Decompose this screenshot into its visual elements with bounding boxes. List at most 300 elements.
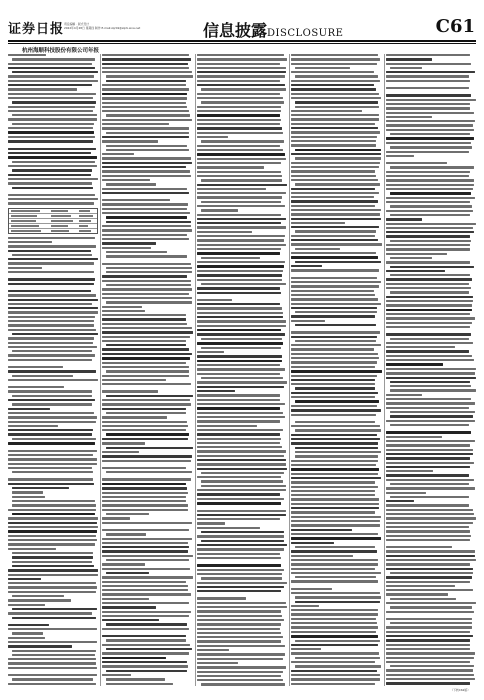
- text-line: [8, 599, 71, 601]
- text-line: [197, 498, 284, 500]
- text-line: [291, 580, 378, 582]
- text-line: [8, 294, 96, 296]
- text-line: [8, 578, 41, 580]
- text-line: [102, 323, 187, 325]
- text-line: [295, 596, 381, 598]
- text-line: [390, 338, 469, 340]
- text-line: [102, 403, 190, 405]
- text-line: [197, 360, 282, 363]
- text-line: [197, 351, 224, 353]
- text-line: [102, 615, 189, 617]
- text-line: [197, 632, 281, 634]
- text-line: [106, 75, 192, 77]
- text-line: [102, 234, 186, 236]
- text-line: [106, 513, 149, 515]
- text-line: [8, 88, 77, 90]
- text-line: [12, 617, 96, 619]
- text-line: [291, 366, 375, 368]
- text-line: [386, 618, 472, 620]
- text-line: [197, 381, 287, 383]
- text-line: [102, 192, 189, 194]
- text-line: [291, 331, 380, 333]
- text-line: [291, 481, 375, 483]
- table-cell: [51, 220, 73, 222]
- text-line: [386, 449, 473, 451]
- text-line: [106, 80, 185, 82]
- text-line: [8, 250, 91, 252]
- text-line: [8, 245, 96, 247]
- text-line: [390, 385, 472, 387]
- text-line: [390, 483, 469, 485]
- table-cell: [51, 225, 68, 227]
- text-line: [291, 511, 375, 513]
- text-line: [102, 175, 191, 177]
- text-line: [8, 543, 95, 545]
- text-line: [295, 149, 381, 152]
- text-line: [8, 662, 96, 664]
- text-line: [291, 140, 375, 142]
- text-line: [197, 244, 287, 246]
- text-line: [197, 476, 281, 478]
- text-line: [291, 490, 375, 492]
- text-line: [8, 535, 96, 537]
- text-line: [197, 325, 286, 327]
- text-line: [291, 609, 378, 611]
- text-line: [8, 586, 97, 588]
- text-line: [102, 336, 189, 338]
- masthead-meta-line2: 2022年4月28日 星期四 制作 E-mail:zqrb9@zqrb.sina.net: [64, 26, 141, 30]
- text-line: [291, 315, 375, 317]
- text-line: [8, 262, 94, 264]
- table-cell: [11, 225, 39, 227]
- text-line: [197, 606, 287, 608]
- masthead-meta-line1: 责任编辑 · 版式设计: [64, 22, 90, 26]
- text-line: [291, 559, 378, 561]
- text-line: [102, 353, 192, 355]
- text-line: [106, 623, 187, 625]
- text-line: [106, 344, 186, 346]
- text-line: [197, 333, 286, 335]
- text-line: [102, 529, 189, 531]
- text-line: [8, 342, 93, 344]
- text-line: [102, 460, 190, 462]
- text-line: [386, 462, 474, 464]
- text-line: [102, 179, 150, 181]
- text-line: [386, 223, 476, 225]
- text-line: [12, 650, 96, 652]
- table-cell: [51, 210, 68, 212]
- text-line: [102, 416, 167, 418]
- text-line: [102, 340, 186, 342]
- text-line: [8, 299, 98, 301]
- text-line: [295, 183, 380, 185]
- text-line: [386, 210, 473, 212]
- text-line: [295, 546, 375, 548]
- text-line: [197, 386, 285, 388]
- text-line: [197, 287, 281, 289]
- text-line: [201, 485, 286, 487]
- text-line: [291, 175, 375, 177]
- text-line: [291, 179, 378, 181]
- text-line: [197, 450, 287, 452]
- text-line: [197, 602, 286, 604]
- text-line: [295, 451, 381, 453]
- text-line: [386, 322, 473, 324]
- text-line: [386, 368, 476, 370]
- text-line: [106, 132, 189, 134]
- text-line: [12, 561, 92, 563]
- text-line: [102, 483, 185, 486]
- table-cell: [79, 215, 93, 217]
- text-line: [295, 447, 378, 449]
- text-line: [102, 390, 158, 392]
- text-line: [386, 184, 475, 186]
- text-line: [291, 213, 380, 215]
- text-line: [291, 218, 381, 220]
- text-line: [291, 348, 374, 350]
- text-line: [386, 283, 470, 285]
- text-line: [8, 106, 95, 108]
- text-line: [295, 324, 376, 326]
- text-line: [197, 675, 281, 677]
- text-line: [12, 556, 93, 558]
- text-line: [8, 604, 45, 606]
- text-line: [386, 253, 447, 255]
- text-line: [386, 394, 422, 396]
- text-line: [386, 201, 471, 203]
- text-line: [386, 431, 472, 434]
- text-line: [197, 248, 282, 250]
- text-line: [291, 277, 377, 279]
- text-line: [386, 669, 474, 671]
- text-line: [8, 641, 97, 643]
- text-line: [106, 216, 187, 219]
- text-line: [390, 192, 471, 195]
- text-line: [8, 140, 93, 142]
- text-line: [291, 550, 377, 552]
- text-line: [197, 71, 286, 73]
- text-line: [201, 683, 285, 685]
- text-line: [12, 654, 95, 656]
- text-line: [102, 375, 188, 377]
- text-line: [291, 243, 381, 245]
- text-line: [197, 316, 283, 318]
- text-column: [102, 54, 192, 686]
- text-line: [12, 632, 43, 634]
- column-separator: [289, 54, 290, 686]
- text-line: [8, 278, 95, 280]
- text-line: [12, 552, 93, 554]
- text-line: [197, 463, 286, 465]
- text-line: [8, 202, 94, 204]
- text-line: [291, 494, 375, 496]
- text-line: [291, 256, 377, 259]
- text-line: [197, 226, 287, 228]
- text-line: [102, 331, 192, 333]
- text-line: [201, 179, 282, 181]
- text-line: [201, 347, 282, 349]
- text-line: [106, 183, 155, 185]
- text-line: [386, 470, 433, 472]
- text-line: [291, 674, 380, 676]
- text-line: [102, 84, 186, 86]
- text-line: [102, 619, 158, 621]
- text-column: [8, 54, 98, 686]
- text-line: [8, 624, 49, 626]
- text-line: [106, 639, 186, 641]
- text-line: [102, 399, 189, 401]
- text-line: [8, 320, 94, 322]
- text-line: [197, 110, 281, 112]
- text-line: [386, 63, 472, 65]
- text-line: [197, 307, 282, 309]
- newspaper-logo: 证券日报: [8, 22, 65, 37]
- text-line: [197, 544, 287, 546]
- text-line: [8, 54, 46, 56]
- text-line: [106, 433, 189, 436]
- text-line: [197, 390, 236, 392]
- text-line: [197, 597, 247, 599]
- text-line: [8, 569, 98, 571]
- text-line: [106, 412, 186, 414]
- text-line: [386, 504, 469, 506]
- text-line: [386, 87, 469, 89]
- text-line: [197, 239, 284, 241]
- text-line: [102, 408, 186, 410]
- text-line: [201, 577, 282, 579]
- text-line: [102, 229, 192, 231]
- text-line: [291, 118, 378, 120]
- text-line: [386, 248, 471, 250]
- text-line: [102, 136, 189, 138]
- text-line: [197, 342, 283, 345]
- text-line: [8, 637, 45, 639]
- text-line: [8, 408, 50, 410]
- text-line: [102, 88, 189, 90]
- text-line: [386, 530, 471, 532]
- text-line: [102, 455, 192, 457]
- text-line: [102, 500, 185, 502]
- text-line: [8, 526, 98, 528]
- text-line: [197, 279, 282, 281]
- text-line: [8, 390, 92, 392]
- text-line: [102, 93, 187, 96]
- text-line: [201, 88, 286, 90]
- text-line: [291, 162, 380, 164]
- text-line: [197, 127, 283, 129]
- text-line: [102, 550, 188, 552]
- text-line: [295, 106, 378, 108]
- text-line: [291, 344, 381, 346]
- text-line: [197, 235, 285, 237]
- text-line: [197, 433, 281, 435]
- text-line: [201, 201, 282, 203]
- text-line: [291, 622, 376, 624]
- text-line: [386, 162, 447, 164]
- text-line: [386, 333, 472, 335]
- text-line: [197, 518, 280, 520]
- text-line: [295, 387, 375, 389]
- text-line: [291, 320, 325, 322]
- text-line: [106, 267, 192, 269]
- text-line: [291, 226, 379, 228]
- text-line: [197, 628, 280, 630]
- text-line: [291, 303, 381, 305]
- text-line: [386, 522, 474, 524]
- text-line: [386, 407, 470, 409]
- text-line: [8, 311, 98, 313]
- table-cell: [51, 215, 71, 217]
- text-line: [291, 498, 379, 500]
- text-line: [102, 310, 144, 312]
- text-line: [291, 409, 381, 411]
- text-line: [291, 88, 376, 90]
- text-line: [102, 442, 145, 444]
- text-line: [295, 248, 340, 250]
- text-line: [291, 265, 322, 267]
- text-line: [197, 527, 260, 529]
- text-line: [291, 670, 376, 672]
- text-line: [291, 290, 374, 292]
- masthead-rule-thin: [8, 43, 476, 44]
- text-line: [291, 294, 375, 296]
- text-line: [295, 230, 375, 232]
- text-line: [295, 101, 378, 103]
- text-line: [8, 582, 96, 584]
- text-line: [8, 416, 97, 418]
- text-line: [106, 572, 148, 574]
- text-column: [197, 54, 287, 686]
- text-line: [291, 370, 381, 373]
- text-line: [295, 340, 376, 342]
- text-line: [386, 116, 432, 118]
- text-line: [291, 425, 380, 427]
- text-line: [197, 299, 233, 301]
- text-line: [291, 123, 375, 125]
- text-line: [8, 366, 63, 368]
- text-line: [386, 296, 474, 298]
- text-line: [102, 203, 188, 205]
- text-line: [102, 170, 189, 172]
- text-line: [386, 363, 444, 366]
- text-line: [197, 429, 284, 431]
- text-line: [291, 375, 376, 377]
- text-line: [197, 75, 285, 77]
- text-line: [386, 129, 475, 131]
- text-line: [197, 502, 281, 505]
- text-line: [106, 255, 187, 257]
- text-line: [291, 361, 376, 363]
- text-line: [197, 373, 281, 375]
- text-line: [102, 467, 186, 469]
- text-line: [386, 440, 476, 442]
- text-line: [386, 444, 470, 446]
- text-line: [106, 670, 187, 672]
- text-line: [12, 565, 94, 567]
- text-line: [102, 555, 192, 557]
- text-line: [291, 563, 378, 565]
- text-line: [12, 101, 96, 103]
- text-line: [295, 601, 380, 603]
- text-line: [197, 416, 285, 418]
- text-line: [201, 480, 283, 482]
- text-line: [386, 631, 470, 633]
- text-line: [102, 661, 186, 663]
- text-line: [386, 372, 475, 374]
- text-line: [106, 149, 189, 151]
- text-line: [8, 67, 95, 69]
- text-line: [8, 237, 95, 239]
- article-columns: [8, 54, 476, 694]
- text-line: [8, 354, 95, 356]
- text-line: [197, 63, 281, 65]
- text-line: [291, 144, 376, 146]
- text-line: [291, 524, 380, 526]
- text-line: [386, 500, 415, 502]
- text-line: [102, 54, 188, 56]
- text-line: [12, 438, 96, 440]
- text-line: [12, 595, 64, 597]
- text-line: [197, 368, 285, 370]
- text-line: [8, 118, 97, 120]
- text-line: [8, 683, 96, 685]
- text-line: [390, 424, 469, 426]
- text-line: [386, 492, 426, 494]
- text-line: [102, 379, 165, 381]
- text-line: [197, 557, 281, 559]
- text-line: [390, 496, 469, 498]
- text-line: [197, 270, 283, 272]
- text-line: [291, 54, 378, 56]
- text-line: [390, 146, 473, 148]
- text-line: [390, 291, 470, 293]
- text-line: [197, 442, 281, 444]
- text-line: [197, 312, 284, 314]
- text-line: [8, 359, 92, 361]
- text-line: [197, 132, 284, 134]
- text-line: [102, 199, 169, 201]
- text-line: [102, 348, 189, 350]
- text-line: [291, 84, 374, 86]
- text-line: [386, 112, 475, 114]
- text-line: [197, 394, 280, 396]
- text-line: [106, 221, 191, 223]
- text-line: [102, 563, 145, 565]
- text-line: [8, 421, 96, 423]
- text-line: [291, 555, 353, 557]
- text-line: [197, 145, 280, 147]
- text-line: [197, 582, 287, 584]
- text-line: [390, 415, 473, 417]
- text-line: [102, 522, 192, 524]
- text-line: [102, 242, 155, 244]
- text-line: [386, 235, 470, 237]
- text-line: [102, 425, 187, 427]
- text-line: [390, 572, 474, 574]
- text-line: [291, 635, 378, 638]
- text-line: [102, 362, 186, 364]
- text-line: [197, 493, 281, 495]
- text-line: [291, 464, 376, 466]
- text-line: [12, 678, 93, 680]
- text-line: [197, 218, 287, 220]
- text-line: [8, 645, 72, 647]
- text-line: [291, 588, 332, 590]
- text-line: [386, 453, 473, 455]
- text-line: [291, 438, 380, 440]
- text-line: [197, 320, 286, 322]
- text-line: [386, 309, 472, 312]
